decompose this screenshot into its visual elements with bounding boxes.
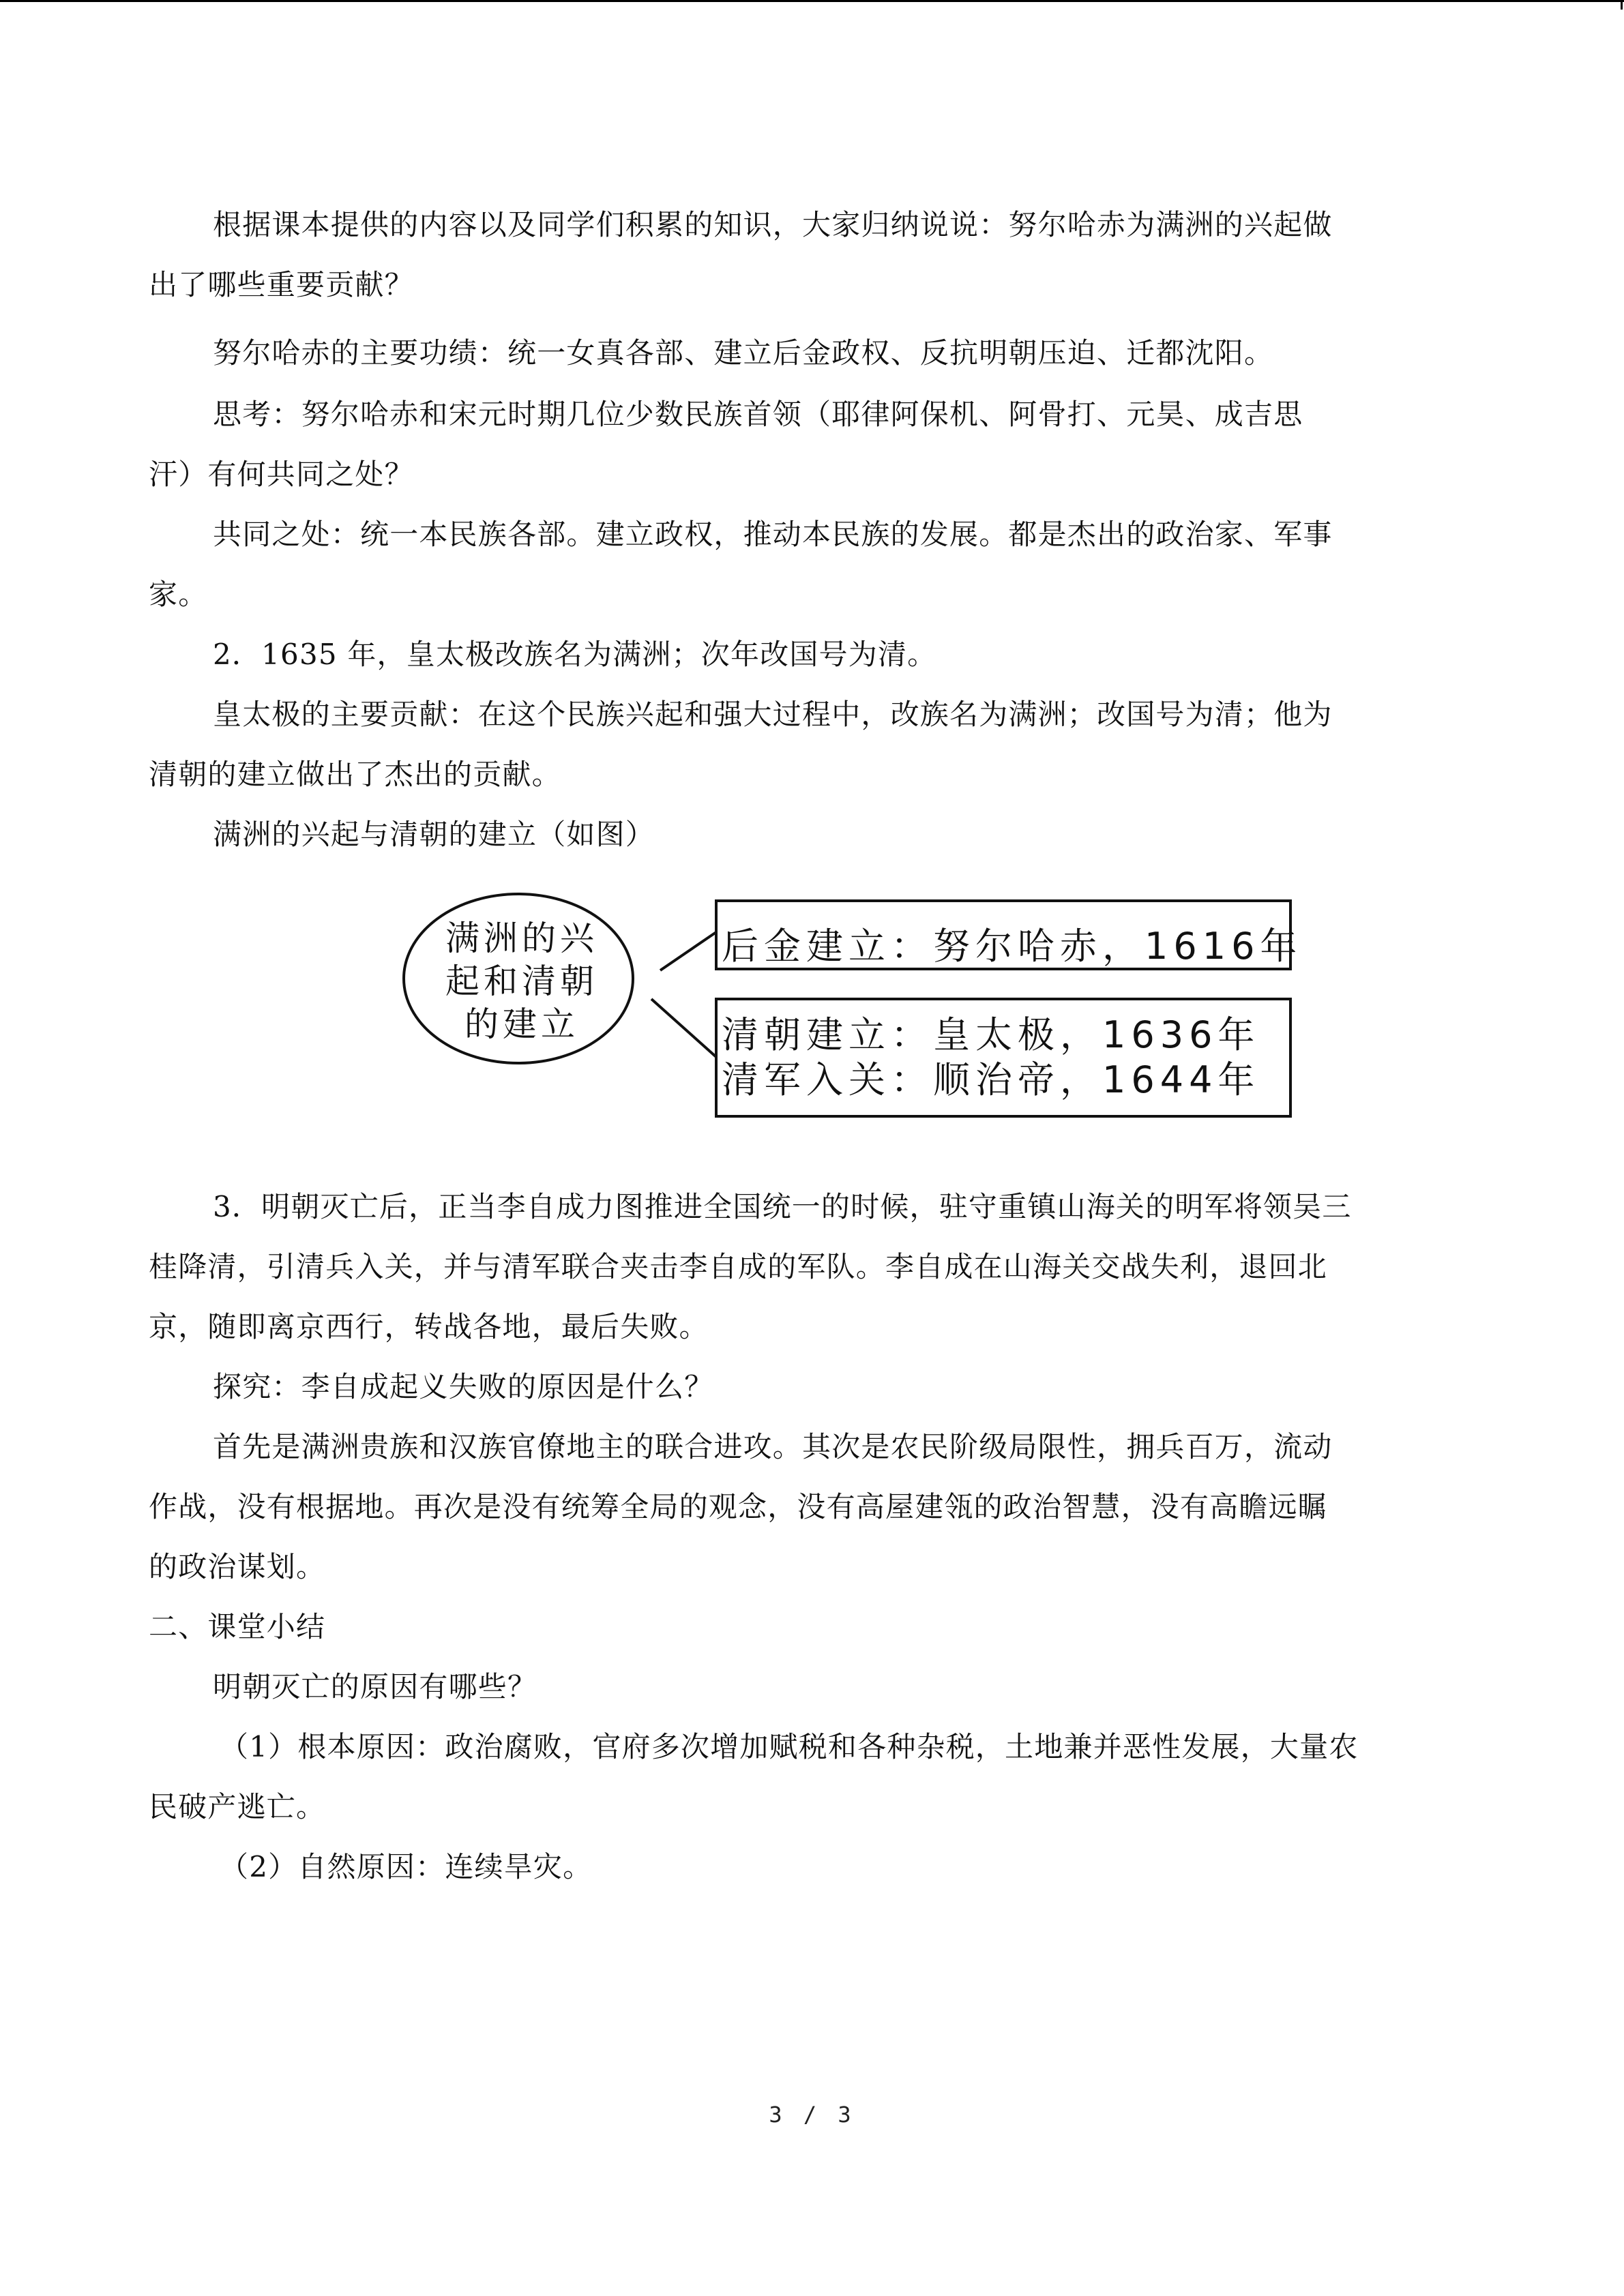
paragraph-text: 共同之处：统一本民族各部。建立政权，推动本民族的发展。都是杰出的政治家、军事: [213, 518, 1333, 551]
diagram-box2-line1: 清朝建立：皇太极，1636年: [722, 1013, 1260, 1056]
section-heading: 二、课堂小结: [149, 1610, 326, 1643]
paragraph-text: 满洲的兴起与清朝的建立（如图）: [213, 818, 655, 851]
connector-line-top: [660, 932, 716, 970]
diagram-box2-line2: 清军入关：顺治帝，1644年: [722, 1058, 1260, 1101]
paragraph-text: 出了哪些重要贡献？: [149, 268, 414, 301]
diagram-box2: [722, 1013, 1260, 1103]
paragraph-text: 皇太极的主要贡献：在这个民族兴起和强大过程中，改族名为满洲；改国号为清；他为: [213, 698, 1333, 731]
paragraph-text: 桂降清，引清兵入关，并与清军联合夹击李自成的军队。李自成在山海关交战失利，退回北: [149, 1250, 1328, 1283]
paragraph-text: 首先是满洲贵族和汉族官僚地主的联合进攻。其次是农民阶级局限性，拥兵百万，流动: [213, 1430, 1333, 1463]
paragraph-text: 京，随即离京西行，转战各地，最后失败。: [149, 1310, 709, 1343]
page-number: 3 / 3: [769, 2102, 855, 2128]
paragraph-text: 家。: [149, 578, 208, 611]
paragraph-text: 民破产逃亡。: [149, 1790, 326, 1823]
paragraph-text: 汗）有何共同之处？: [149, 458, 414, 491]
paragraph-text: 3．明朝灭亡后，正当李自成力图推进全国统一的时候，驻守重镇山海关的明军将领吴三: [213, 1190, 1352, 1223]
diagram-box1-text: 后金建立：努尔哈赤，1616年: [722, 925, 1303, 968]
paragraph-text: 的政治谋划。: [149, 1550, 326, 1583]
paragraph-text: 清朝的建立做出了杰出的贡献。: [149, 758, 561, 791]
connector-line-bottom: [651, 999, 716, 1057]
top-border-line: [0, 0, 1624, 2]
corner-mark: [1621, 0, 1623, 10]
diagram-center-label: 满洲的兴起和清朝的建立: [445, 919, 598, 1044]
paragraph-text: （1）根本原因：政治腐败，官府多次增加赋税和各种杂税，土地兼并恶性发展，大量农: [220, 1730, 1359, 1763]
paragraph-text: 2．1635 年，皇太极改族名为满洲；次年改国号为清。: [213, 638, 937, 671]
paragraph-text: （2）自然原因：连续旱灾。: [220, 1850, 593, 1883]
paragraph-text: 思考：努尔哈赤和宋元时期几位少数民族首领（耶律阿保机、阿骨打、元昊、成吉思: [213, 398, 1303, 431]
paragraph-text: 作战，没有根据地。再次是没有统筹全局的观念，没有高屋建瓴的政治智慧，没有高瞻远瞩: [149, 1490, 1328, 1523]
manchu-rise-diagram: [382, 890, 1310, 1122]
paragraph-text: 探究：李自成起义失败的原因是什么？: [213, 1370, 714, 1403]
paragraph-text: 努尔哈赤的主要功绩：统一女真各部、建立后金政权、反抗明朝压迫、迁都沈阳。: [213, 336, 1274, 370]
paragraph-text: 明朝灭亡的原因有哪些？: [213, 1670, 537, 1703]
paragraph-text: 根据课本提供的内容以及同学们积累的知识，大家归纳说说：努尔哈赤为满洲的兴起做: [213, 208, 1333, 241]
